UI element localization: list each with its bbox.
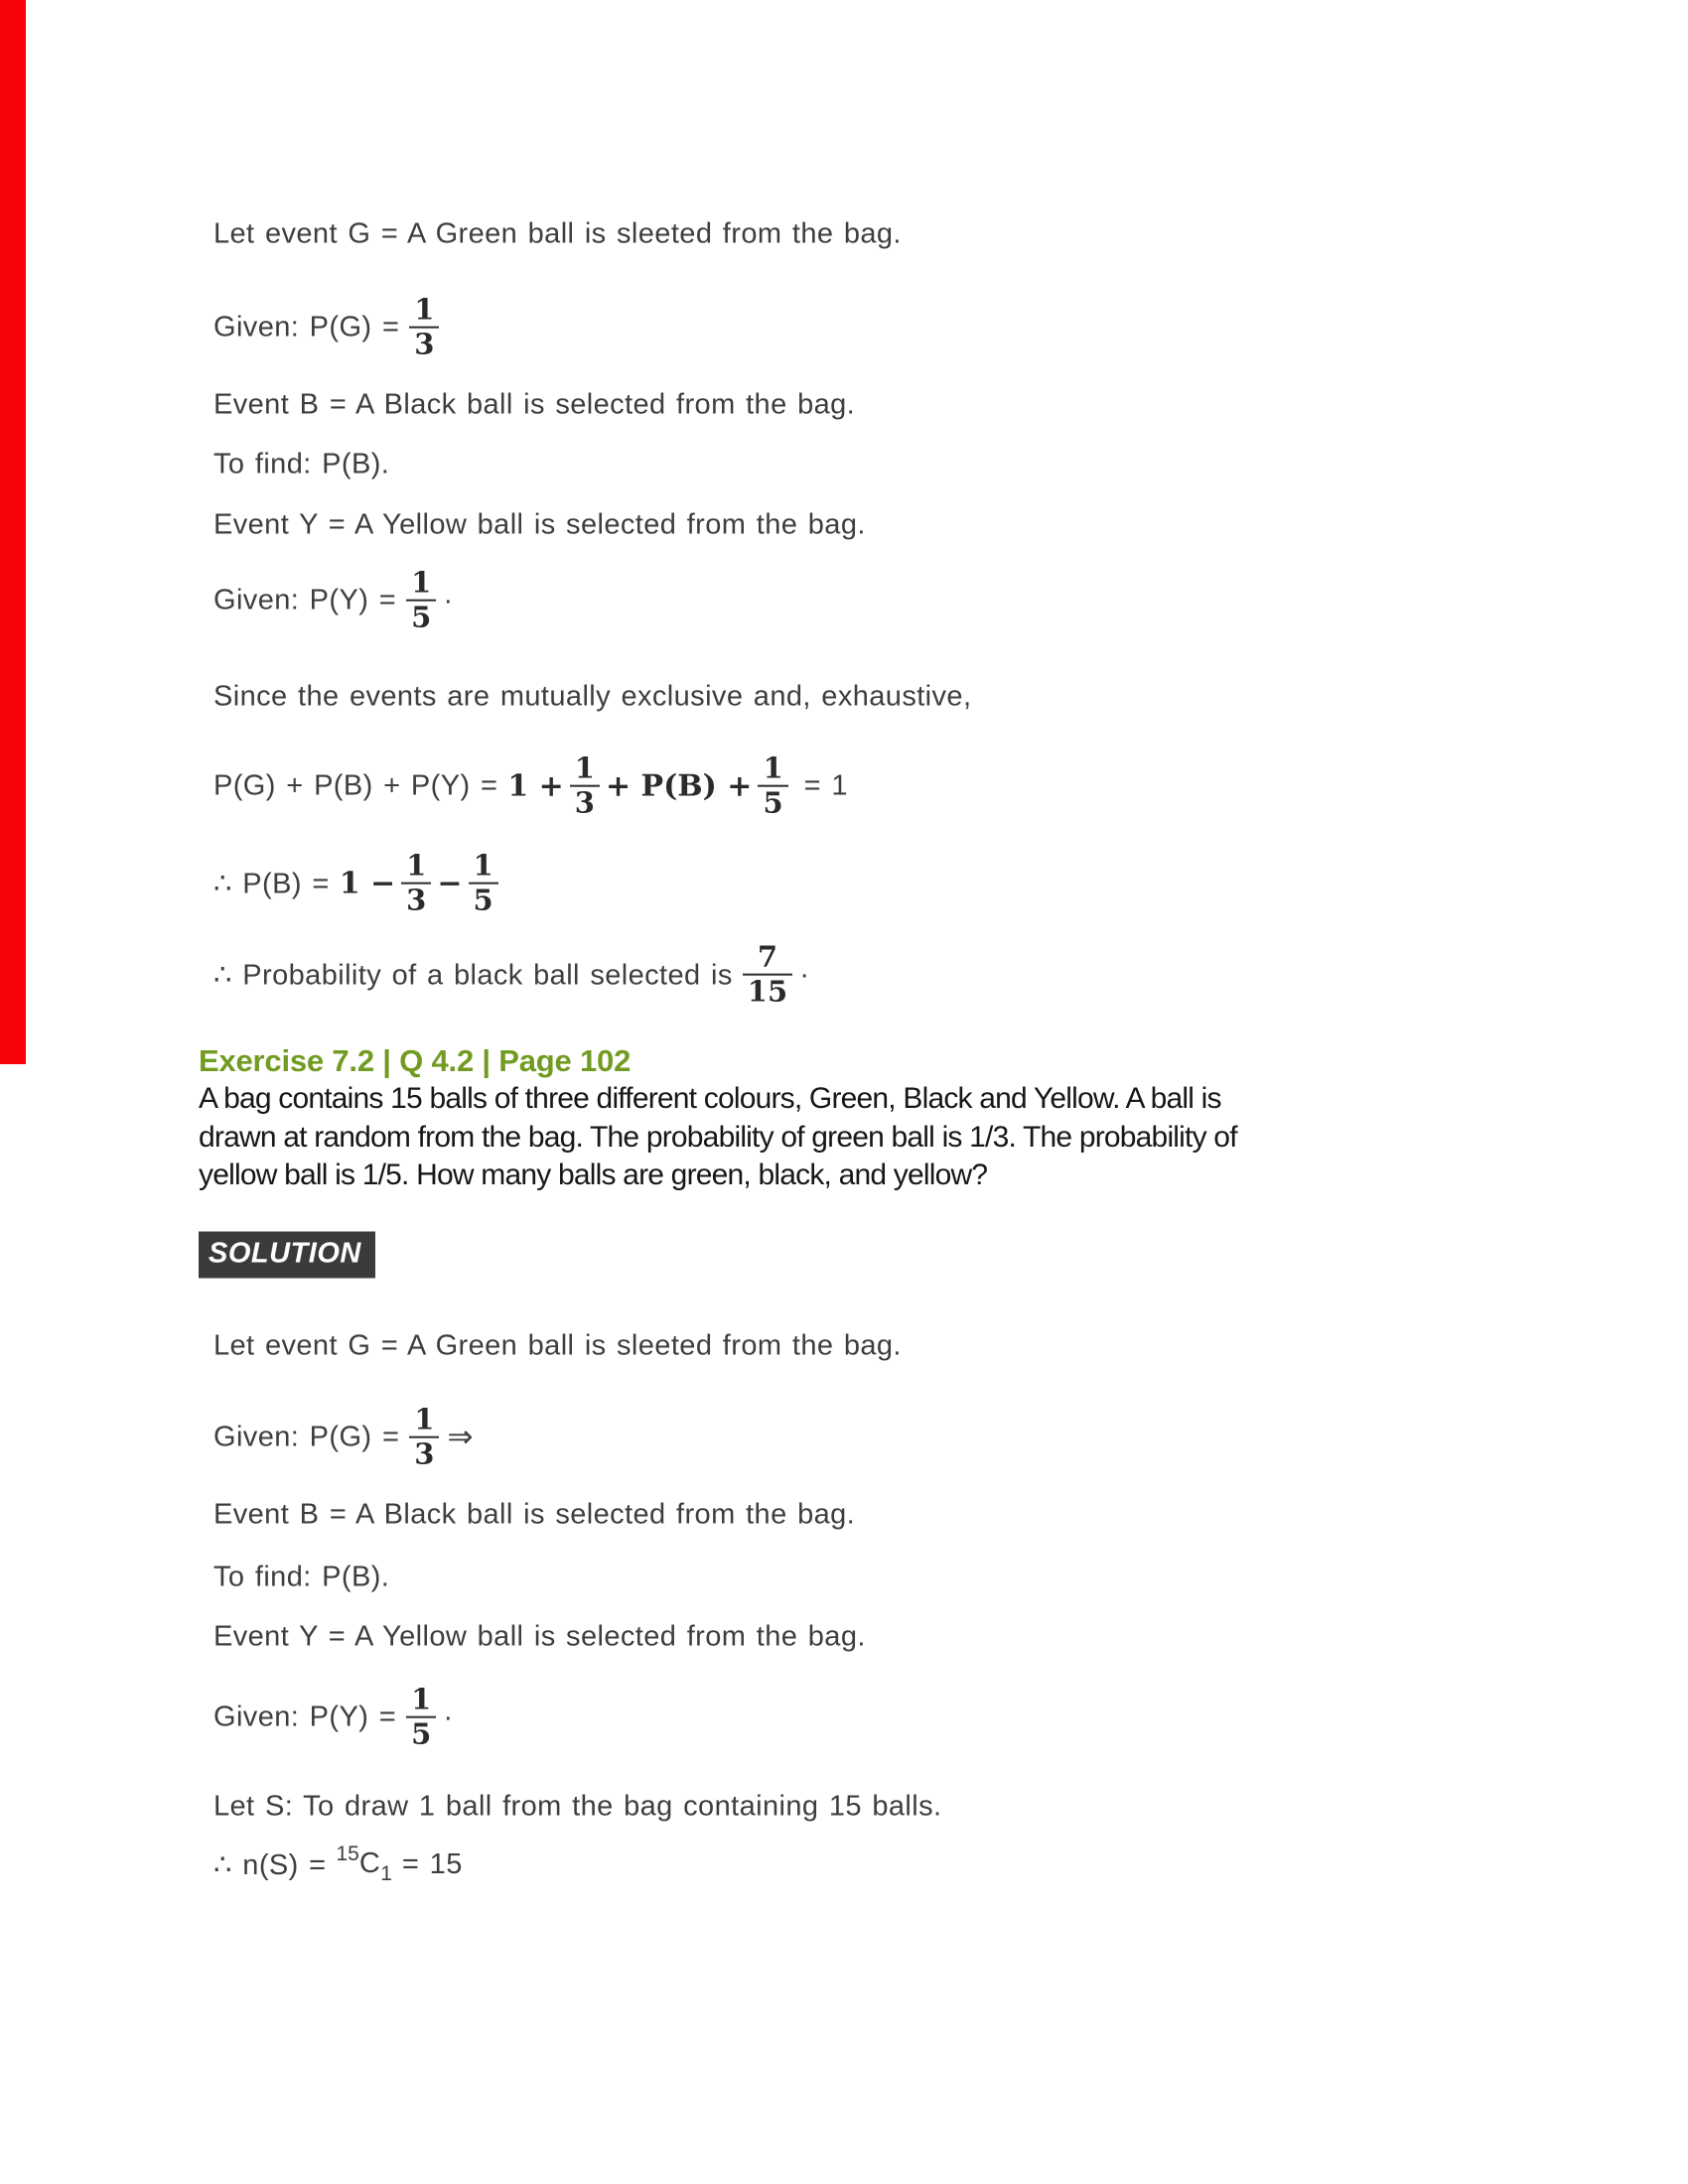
fraction-denominator: 5 <box>406 1716 436 1751</box>
fraction-numerator: 1 <box>574 751 595 785</box>
fraction-1-3 <box>401 850 431 918</box>
equation-plus-pb-plus: + P(B) + <box>605 768 753 804</box>
given-py-row <box>213 567 452 635</box>
question-line-2: drawn at random from the bag. The probability of green ball is 1/3. The probability of <box>199 1120 1237 1154</box>
implies-arrow: ⇒ <box>447 1420 474 1454</box>
given-pg-row-2 <box>213 1404 473 1472</box>
line-let-event-g <box>213 218 902 251</box>
line-text: Event Y = A Yellow ball is selected from the bag. <box>213 1620 866 1653</box>
line-text: Event Y = A Yellow ball is selected from the bag. <box>213 508 866 541</box>
equation-sum-row <box>213 752 848 821</box>
line-text: To find: P(B). <box>213 1561 390 1593</box>
line-to-find-2 <box>213 1562 389 1594</box>
line-event-y <box>213 509 866 542</box>
fraction-denominator: 3 <box>409 1436 439 1471</box>
given-py-row-2 <box>213 1684 452 1752</box>
fraction-numerator: 1 <box>763 751 783 785</box>
equation-equals-one: = 1 <box>803 769 848 802</box>
one-minus: 1 − <box>339 866 396 901</box>
line-text: Event B = A Black ball is selected from the bag. <box>213 388 856 421</box>
line-text: Event B = A Black ball is selected from the bag. <box>213 1498 856 1531</box>
probability-text: ∴ Probability of a black ball selected is <box>213 959 733 992</box>
given-py-label: Given: P(Y) = <box>213 1701 397 1733</box>
line-text: Since the events are mutually exclusive and, exhaustive, <box>213 680 972 713</box>
fraction-7-15 <box>743 941 792 1010</box>
given-py-label: Given: P(Y) = <box>213 584 397 616</box>
fraction-denominator: 5 <box>758 785 787 820</box>
fraction-numerator: 1 <box>414 1402 435 1436</box>
fraction-numerator: 1 <box>411 1682 432 1716</box>
fraction-1-3 <box>409 1404 439 1472</box>
scrollbar-indicator-bar <box>0 0 26 1064</box>
equation-one-plus: 1 + <box>507 768 564 804</box>
trailing-period: . <box>800 952 809 985</box>
line-text: Let S: To draw 1 ball from the bag containing 15 balls. <box>213 1790 942 1823</box>
minus-sign: − <box>437 866 463 901</box>
fraction-numerator: 1 <box>473 848 493 883</box>
question-line-1: A bag contains 15 balls of three different colours, Green, Black and Yellow. A ball is <box>199 1082 1221 1115</box>
ncr-term <box>337 1843 392 1886</box>
fraction-numerator: 7 <box>757 939 778 974</box>
fraction-1-5 <box>406 567 436 635</box>
fraction-denominator: 5 <box>406 600 436 634</box>
fraction-denominator: 15 <box>743 974 792 1009</box>
fraction-denominator: 3 <box>570 785 600 820</box>
fraction-numerator: 1 <box>414 292 435 327</box>
fraction-denominator: 3 <box>401 883 431 917</box>
line-event-b <box>213 389 855 422</box>
ns-equation-row <box>213 1843 463 1886</box>
line-since <box>213 681 971 714</box>
fraction-denominator: 5 <box>469 883 498 917</box>
ncr-superscript: 15 <box>336 1843 359 1865</box>
probability-result-row <box>213 941 808 1010</box>
exercise-heading: Exercise 7.2 | Q 4.2 | Page 102 <box>199 1043 632 1078</box>
solution-label-box: SOLUTION <box>199 1232 375 1279</box>
line-to-find <box>213 449 389 481</box>
fraction-numerator: 1 <box>406 848 427 883</box>
fraction-numerator: 1 <box>411 565 432 600</box>
line-text: To find: P(B). <box>213 448 390 480</box>
given-pg-label: Given: P(G) = <box>213 1421 400 1453</box>
trailing-period: . <box>444 1695 453 1727</box>
fraction-1-3 <box>409 294 439 362</box>
equation-lhs: P(G) + P(B) + P(Y) = <box>213 769 498 802</box>
line-let-s <box>213 1791 941 1824</box>
fraction-1-5 <box>406 1684 436 1752</box>
ns-prefix: ∴ n(S) = <box>213 1848 327 1881</box>
question-paragraph <box>199 1080 1237 1195</box>
fraction-1-5 <box>469 850 498 918</box>
line-text: Let event G = A Green ball is sleeted from the bag. <box>213 217 902 250</box>
line-text: Let event G = A Green ball is sleeted from the bag. <box>213 1329 902 1362</box>
given-pg-label: Given: P(G) = <box>213 311 400 343</box>
fraction-1-5 <box>758 752 787 821</box>
fraction-1-3 <box>570 752 600 821</box>
fraction-denominator: 3 <box>409 327 439 361</box>
line-event-y-2 <box>213 1621 866 1654</box>
question-line-3: yellow ball is 1/5. How many balls are green, black, and yellow? <box>199 1159 988 1191</box>
pb-lhs: ∴ P(B) = <box>213 868 330 900</box>
ncr-c: C <box>358 1847 381 1879</box>
line-event-b-2 <box>213 1499 855 1532</box>
equation-pb-row <box>213 850 504 918</box>
given-pg-row <box>213 294 445 362</box>
ncr-subscript: 1 <box>380 1862 392 1885</box>
ns-result: = 15 <box>401 1847 463 1880</box>
trailing-period: . <box>444 578 453 611</box>
line-let-event-g-2 <box>213 1330 902 1363</box>
